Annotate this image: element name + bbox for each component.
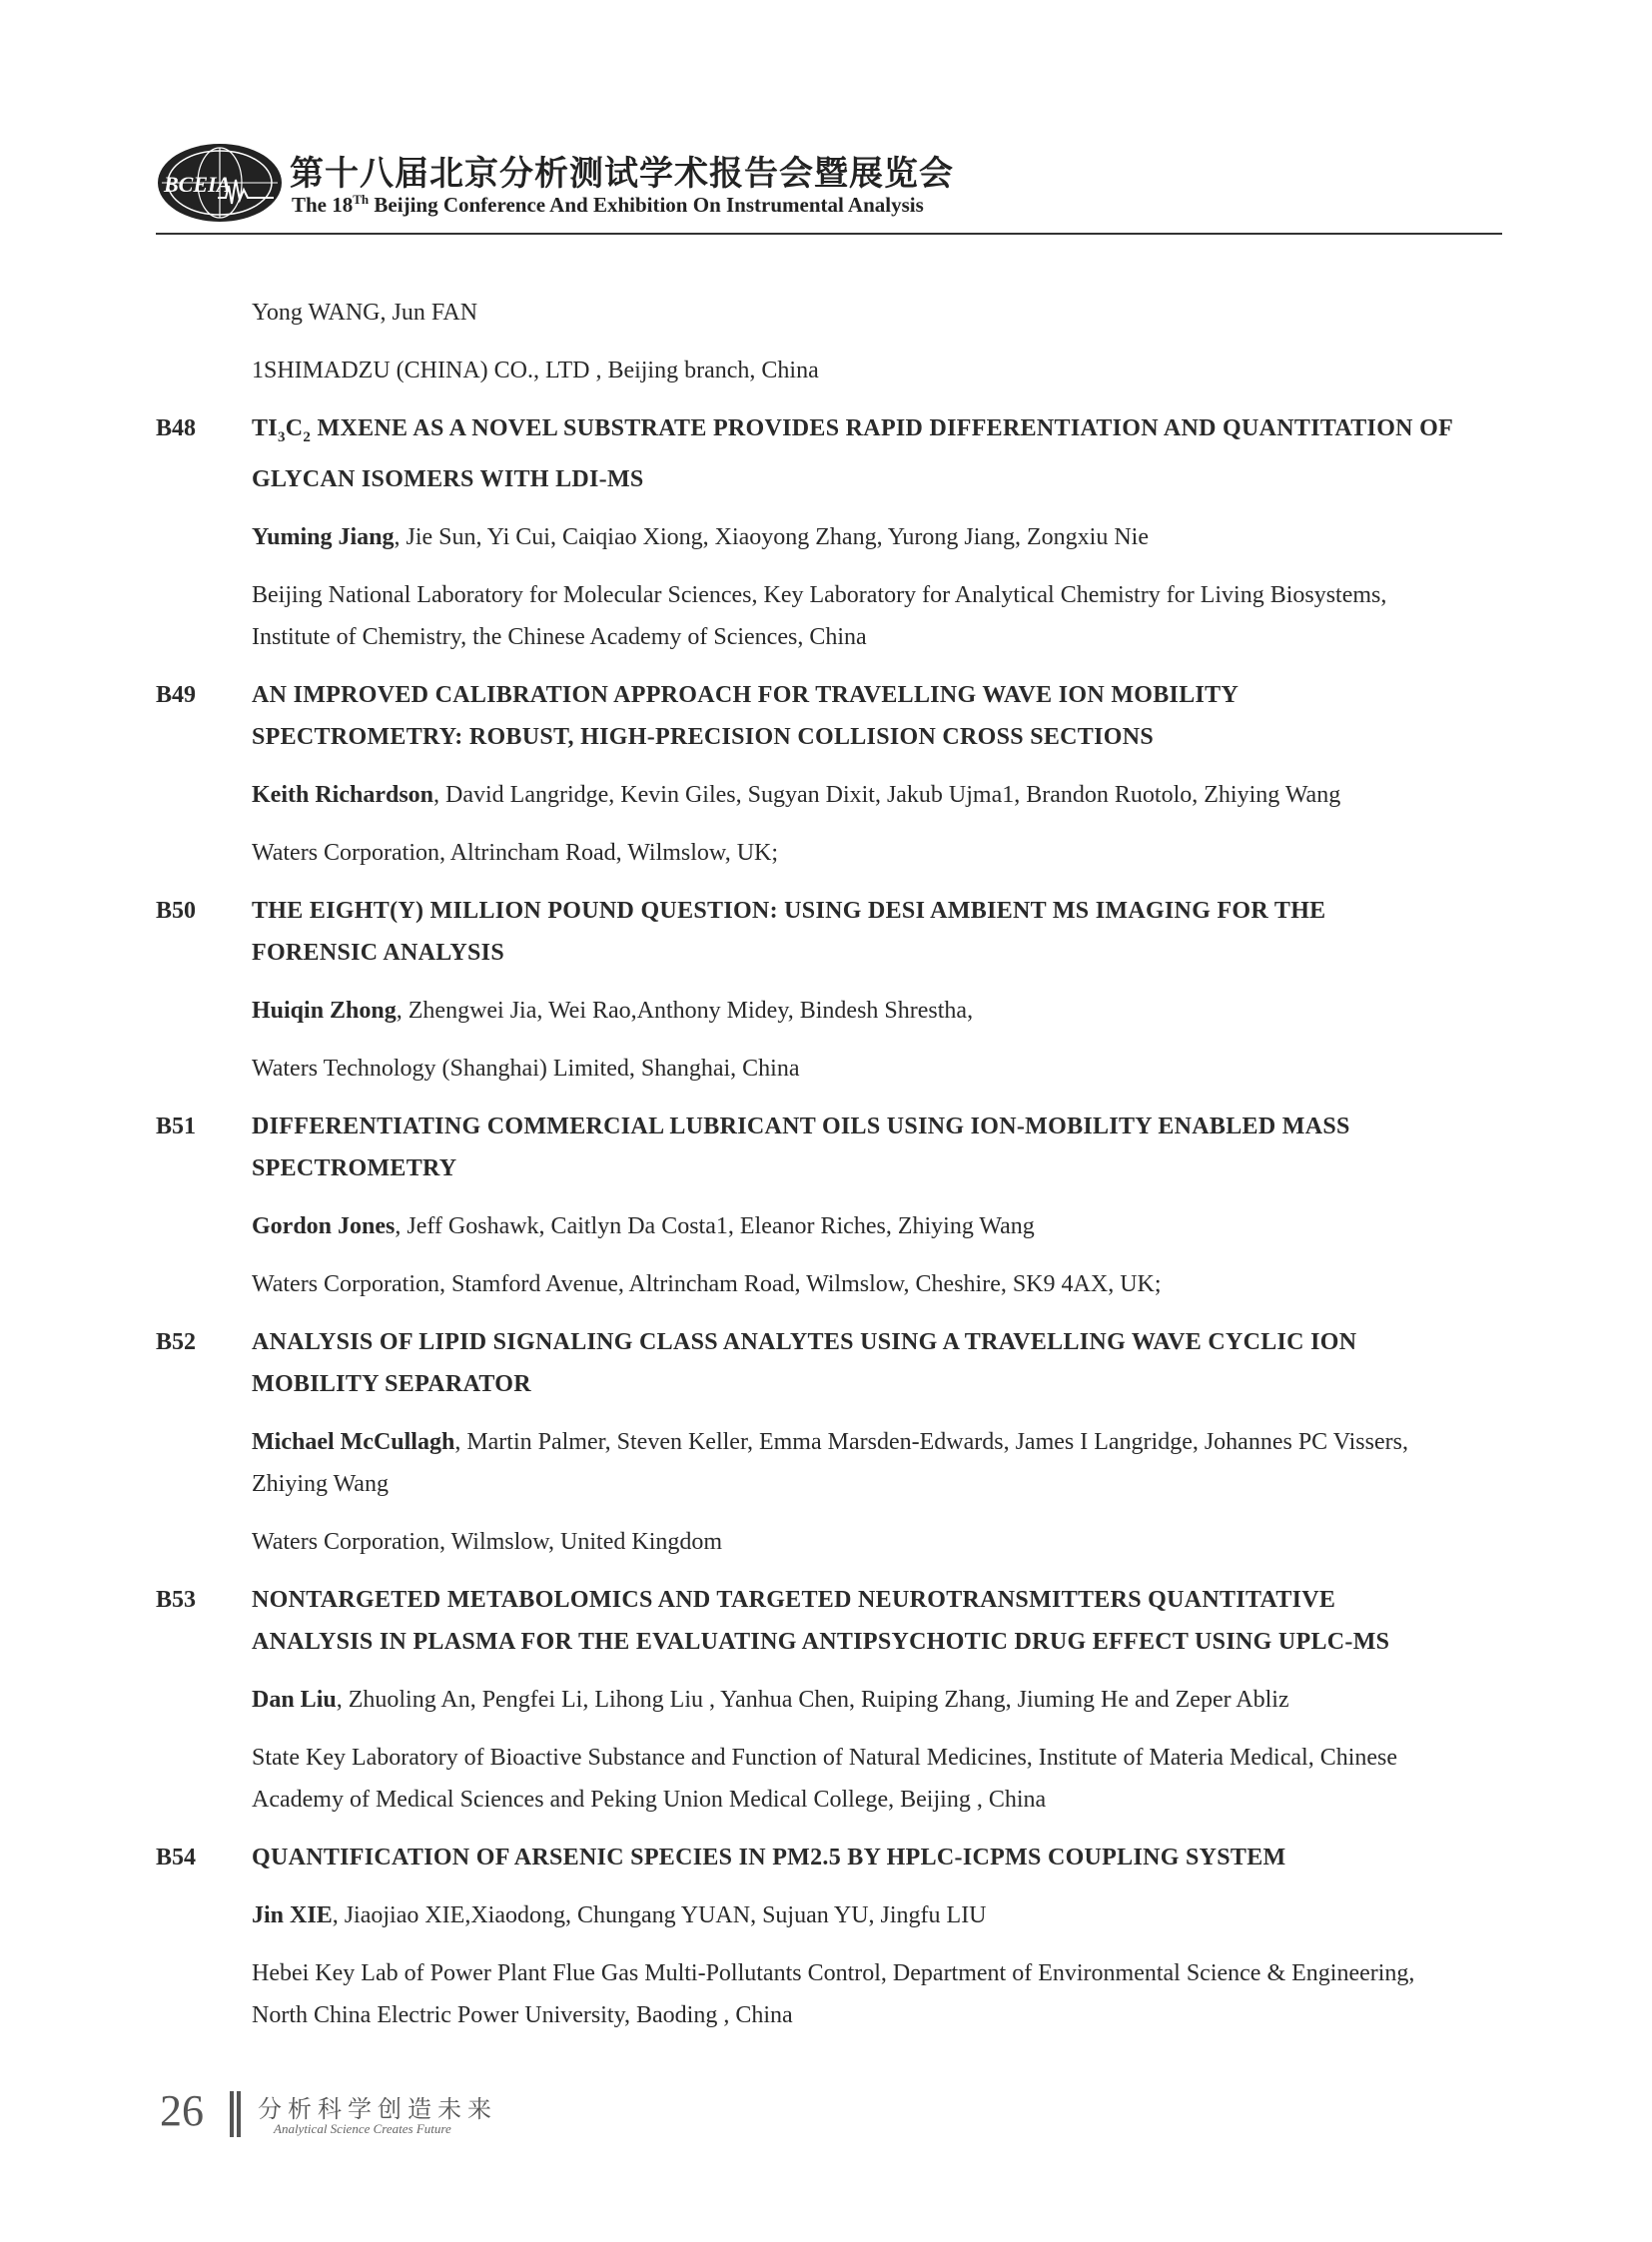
entry-affiliation: Waters Corporation, Altrincham Road, Wilmslow, UK;: [252, 839, 779, 866]
conference-title-en: The 18Th Beijing Conference And Exhibition On Instrumental Analysis: [292, 192, 924, 217]
entry-authors: Michael McCullagh, Martin Palmer, Steven Keller, Emma Marsden-Edwards, James I Langridge, Johannes PC Vissers, Zhiying Wang: [252, 1428, 1408, 1497]
abstract-list: [156, 292, 1454, 2036]
bceia-logo: [156, 142, 284, 224]
header-divider: [156, 233, 1502, 235]
page-header: [156, 138, 1502, 238]
entry-code: B52: [156, 1328, 197, 1355]
entry-authors: Dan Liu, Zhuoling An, Pengfei Li, Lihong Liu , Yanhua Chen, Ruiping Zhang, Jiuming He and Zeper Abliz: [252, 1686, 1289, 1713]
entry-code: B49: [156, 681, 197, 708]
entry-authors: Gordon Jones, Jeff Goshawk, Caitlyn Da Costa1, Eleanor Riches, Zhiying Wang: [252, 1212, 1035, 1239]
entry-title: NONTARGETED METABOLOMICS AND TARGETED NEUROTRANSMITTERS QUANTITATIVE ANALYSIS IN PLASMA FOR THE EVALUATING ANTIPSYCHOTIC DRUG EFFECT USING UPLC-MS: [252, 1586, 1390, 1655]
footer-slogan-en: Analytical Science Creates Future: [274, 2121, 451, 2136]
footer-divider-bars: [230, 2091, 242, 2137]
entry-b53: [156, 1579, 1454, 1821]
entry-title: $TI_3C_2$ MXENE AS A NOVEL SUBSTRATE PROVIDES RAPID DIFFERENTIATION AND QUANTITATION OF GLYCAN ISOMERS WITH LDI-MS: [252, 415, 1453, 492]
entry-title: ANALYSIS OF LIPID SIGNALING CLASS ANALYTES USING A TRAVELLING WAVE CYCLIC ION MOBILITY SEPARATOR: [252, 1328, 1357, 1397]
entry-code: B51: [156, 1113, 197, 1139]
entry-title: DIFFERENTIATING COMMERCIAL LUBRICANT OILS USING ION-MOBILITY ENABLED MASS SPECTROMETRY: [252, 1113, 1350, 1181]
entry-code: B48: [156, 415, 197, 441]
entry-b52: [156, 1321, 1454, 1563]
entry-affiliation: State Key Laboratory of Bioactive Substance and Function of Natural Medicines, Institute of Materia Medical, Chinese Academy of Medical Sciences and Peking Union Medical College, Beijing , China: [252, 1744, 1398, 1813]
entry-b50: [156, 890, 1454, 1090]
footer-slogan-cn: 分析科学创造未来: [258, 2095, 497, 2123]
page-footer: [156, 2085, 755, 2145]
entry-b49: [156, 674, 1454, 874]
entry-authors: Yuming Jiang, Jie Sun, Yi Cui, Caiqiao Xiong, Xiaoyong Zhang, Yurong Jiang, Zongxiu Nie: [252, 523, 1149, 550]
presenting-author: Huiqin Zhong: [252, 997, 397, 1024]
entry-affiliation: Waters Corporation, Stamford Avenue, Altrincham Road, Wilmslow, Cheshire, SK9 4AX, UK;: [252, 1270, 1162, 1297]
entry-code: B54: [156, 1844, 197, 1870]
continuation-affiliation: 1SHIMADZU (CHINA) CO., LTD , Beijing branch, China: [252, 358, 819, 383]
entry-affiliation: Waters Technology (Shanghai) Limited, Shanghai, China: [252, 1055, 800, 1082]
entry-b48: [156, 407, 1454, 658]
presenting-author: Jin XIE: [252, 1901, 333, 1928]
presenting-author: Michael McCullagh: [252, 1428, 455, 1455]
entry-title: QUANTIFICATION OF ARSENIC SPECIES IN PM2.5 BY HPLC-ICPMS COUPLING SYSTEM: [252, 1844, 1286, 1870]
continuation-authors: Yong WANG, Jun FAN: [252, 300, 478, 326]
entry-affiliation: Waters Corporation, Wilmslow, United Kingdom: [252, 1528, 723, 1555]
page-number: 26: [160, 2086, 204, 2135]
entry-authors: Keith Richardson, David Langridge, Kevin Giles, Sugyan Dixit, Jakub Ujma1, Brandon Ruotolo, Zhiying Wang: [252, 781, 1341, 808]
entry-authors: Huiqin Zhong, Zhengwei Jia, Wei Rao,Anthony Midey, Bindesh Shrestha,: [252, 997, 974, 1024]
entry-affiliation: Beijing National Laboratory for Molecular Sciences, Key Laboratory for Analytical Chemistry for Living Biosystems, Institute of Chemistry, the Chinese Academy of Sciences, China: [252, 581, 1387, 650]
presenting-author: Gordon Jones: [252, 1212, 396, 1239]
presenting-author: Keith Richardson: [252, 781, 434, 808]
presenting-author: Dan Liu: [252, 1686, 337, 1713]
entry-affiliation: Hebei Key Lab of Power Plant Flue Gas Multi-Pollutants Control, Department of Environmental Science & Engineering, North China Electric Power University, Baoding , China: [252, 1959, 1415, 2028]
entry-title: THE EIGHT(Y) MILLION POUND QUESTION: USING DESI AMBIENT MS IMAGING FOR THE FORENSIC ANALYSIS: [252, 897, 1326, 966]
entry-code: B50: [156, 897, 197, 924]
entry-authors: Jin XIE, Jiaojiao XIE,Xiaodong, Chungang YUAN, Sujuan YU, Jingfu LIU: [252, 1901, 987, 1928]
entry-b54: [156, 1837, 1454, 2036]
entry-code: B53: [156, 1586, 197, 1613]
entry-b51: [156, 1106, 1454, 1305]
conference-title-cn: 第十八届北京分析测试学术报告会暨展览会: [290, 154, 954, 194]
presenting-author: Yuming Jiang: [252, 523, 395, 550]
logo-text: BCEIA: [164, 172, 232, 197]
entry-title: AN IMPROVED CALIBRATION APPROACH FOR TRAVELLING WAVE ION MOBILITY SPECTROMETRY: ROBUST, HIGH-PRECISION COLLISION CROSS SECTIONS: [252, 681, 1239, 750]
